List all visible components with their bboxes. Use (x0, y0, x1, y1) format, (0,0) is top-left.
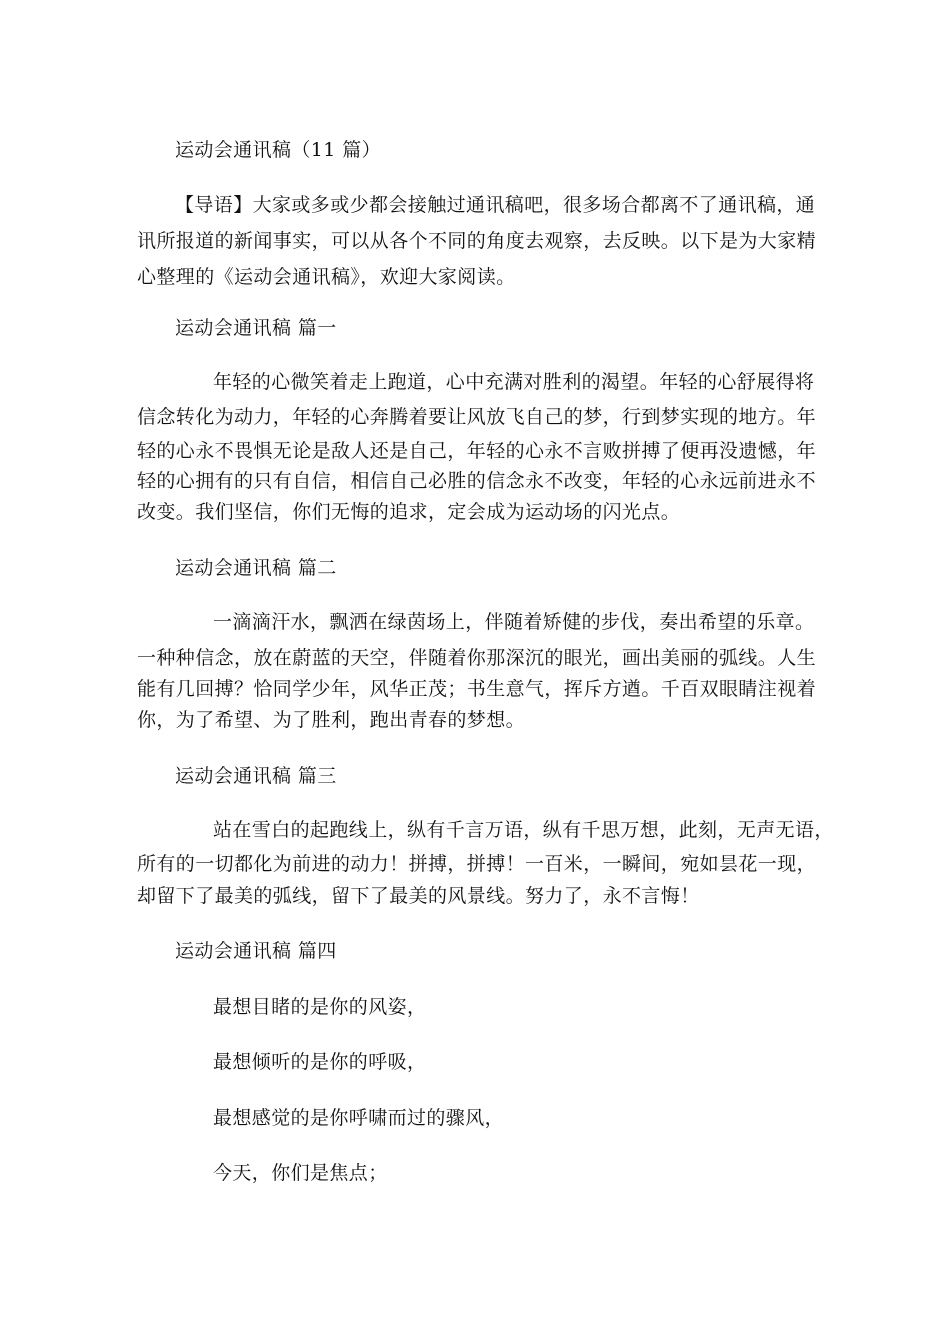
intro-line: 心整理的《运动会通讯稿》，欢迎大家阅读。 (137, 266, 516, 288)
paragraph-line: 却留下了最美的弧线，留下了最美的风景线。努力了，永不言悔！ (137, 885, 700, 907)
section-heading: 运动会通讯稿 篇二 (175, 557, 337, 579)
paragraph-line: 信念转化为动力，年轻的心奔腾着要让风放飞自己的梦，行到梦实现的地方。年 (137, 406, 817, 428)
paragraph-line: 轻的心永不畏惧无论是敌人还是自己，年轻的心永不言败拼搏了便再没遗憾，年 (137, 440, 817, 462)
paragraph-line: 改变。我们坚信，你们无悔的追求，定会成为运动场的闪光点。 (137, 501, 681, 523)
poem-line: 今天，你们是焦点； (213, 1162, 388, 1184)
paragraph-line: 年轻的心微笑着走上跑道，心中充满对胜利的渴望。年轻的心舒展得将 (213, 371, 815, 393)
poem-line: 最想倾听的是你的呼吸， (213, 1051, 427, 1073)
section-heading: 运动会通讯稿 篇四 (175, 940, 337, 962)
intro-line: 【导语】大家或多或少都会接触过通讯稿吧，很多场合都离不了通讯稿，通 (175, 194, 816, 216)
paragraph-line: 轻的心拥有的只有自信，相信自己必胜的信念永不改变，年轻的心永远前进永不 (137, 470, 817, 492)
paragraph-line: 所有的一切都化为前进的动力！拼搏，拼搏！一百米，一瞬间，宛如昙花一现， (137, 853, 817, 875)
paragraph-line: 你，为了希望、为了胜利，跑出青春的梦想。 (137, 709, 526, 731)
paragraph-line: 一滴滴汗水，飘洒在绿茵场上，伴随着矫健的步伐，奏出希望的乐章。 (213, 611, 815, 633)
intro-line: 讯所报道的新闻事实，可以从各个不同的角度去观察，去反映。以下是为大家精 (137, 230, 817, 252)
poem-line: 最想目睹的是你的风姿， (213, 996, 427, 1018)
poem-line: 最想感觉的是你呼啸而过的骤风， (213, 1107, 505, 1129)
paragraph-line: 一种种信念，放在蔚蓝的天空，伴随着你那深沉的眼光，画出美丽的弧线。人生 (137, 647, 817, 669)
section-heading: 运动会通讯稿 篇一 (175, 317, 337, 339)
document-title: 运动会通讯稿（11 篇） (175, 139, 382, 161)
paragraph-line: 能有几回搏？恰同学少年，风华正茂；书生意气，挥斥方遒。千百双眼睛注视着 (137, 678, 817, 700)
paragraph-line: 站在雪白的起跑线上，纵有千言万语，纵有千思万想，此刻，无声无语， (213, 819, 834, 841)
section-heading: 运动会通讯稿 篇三 (175, 765, 337, 787)
